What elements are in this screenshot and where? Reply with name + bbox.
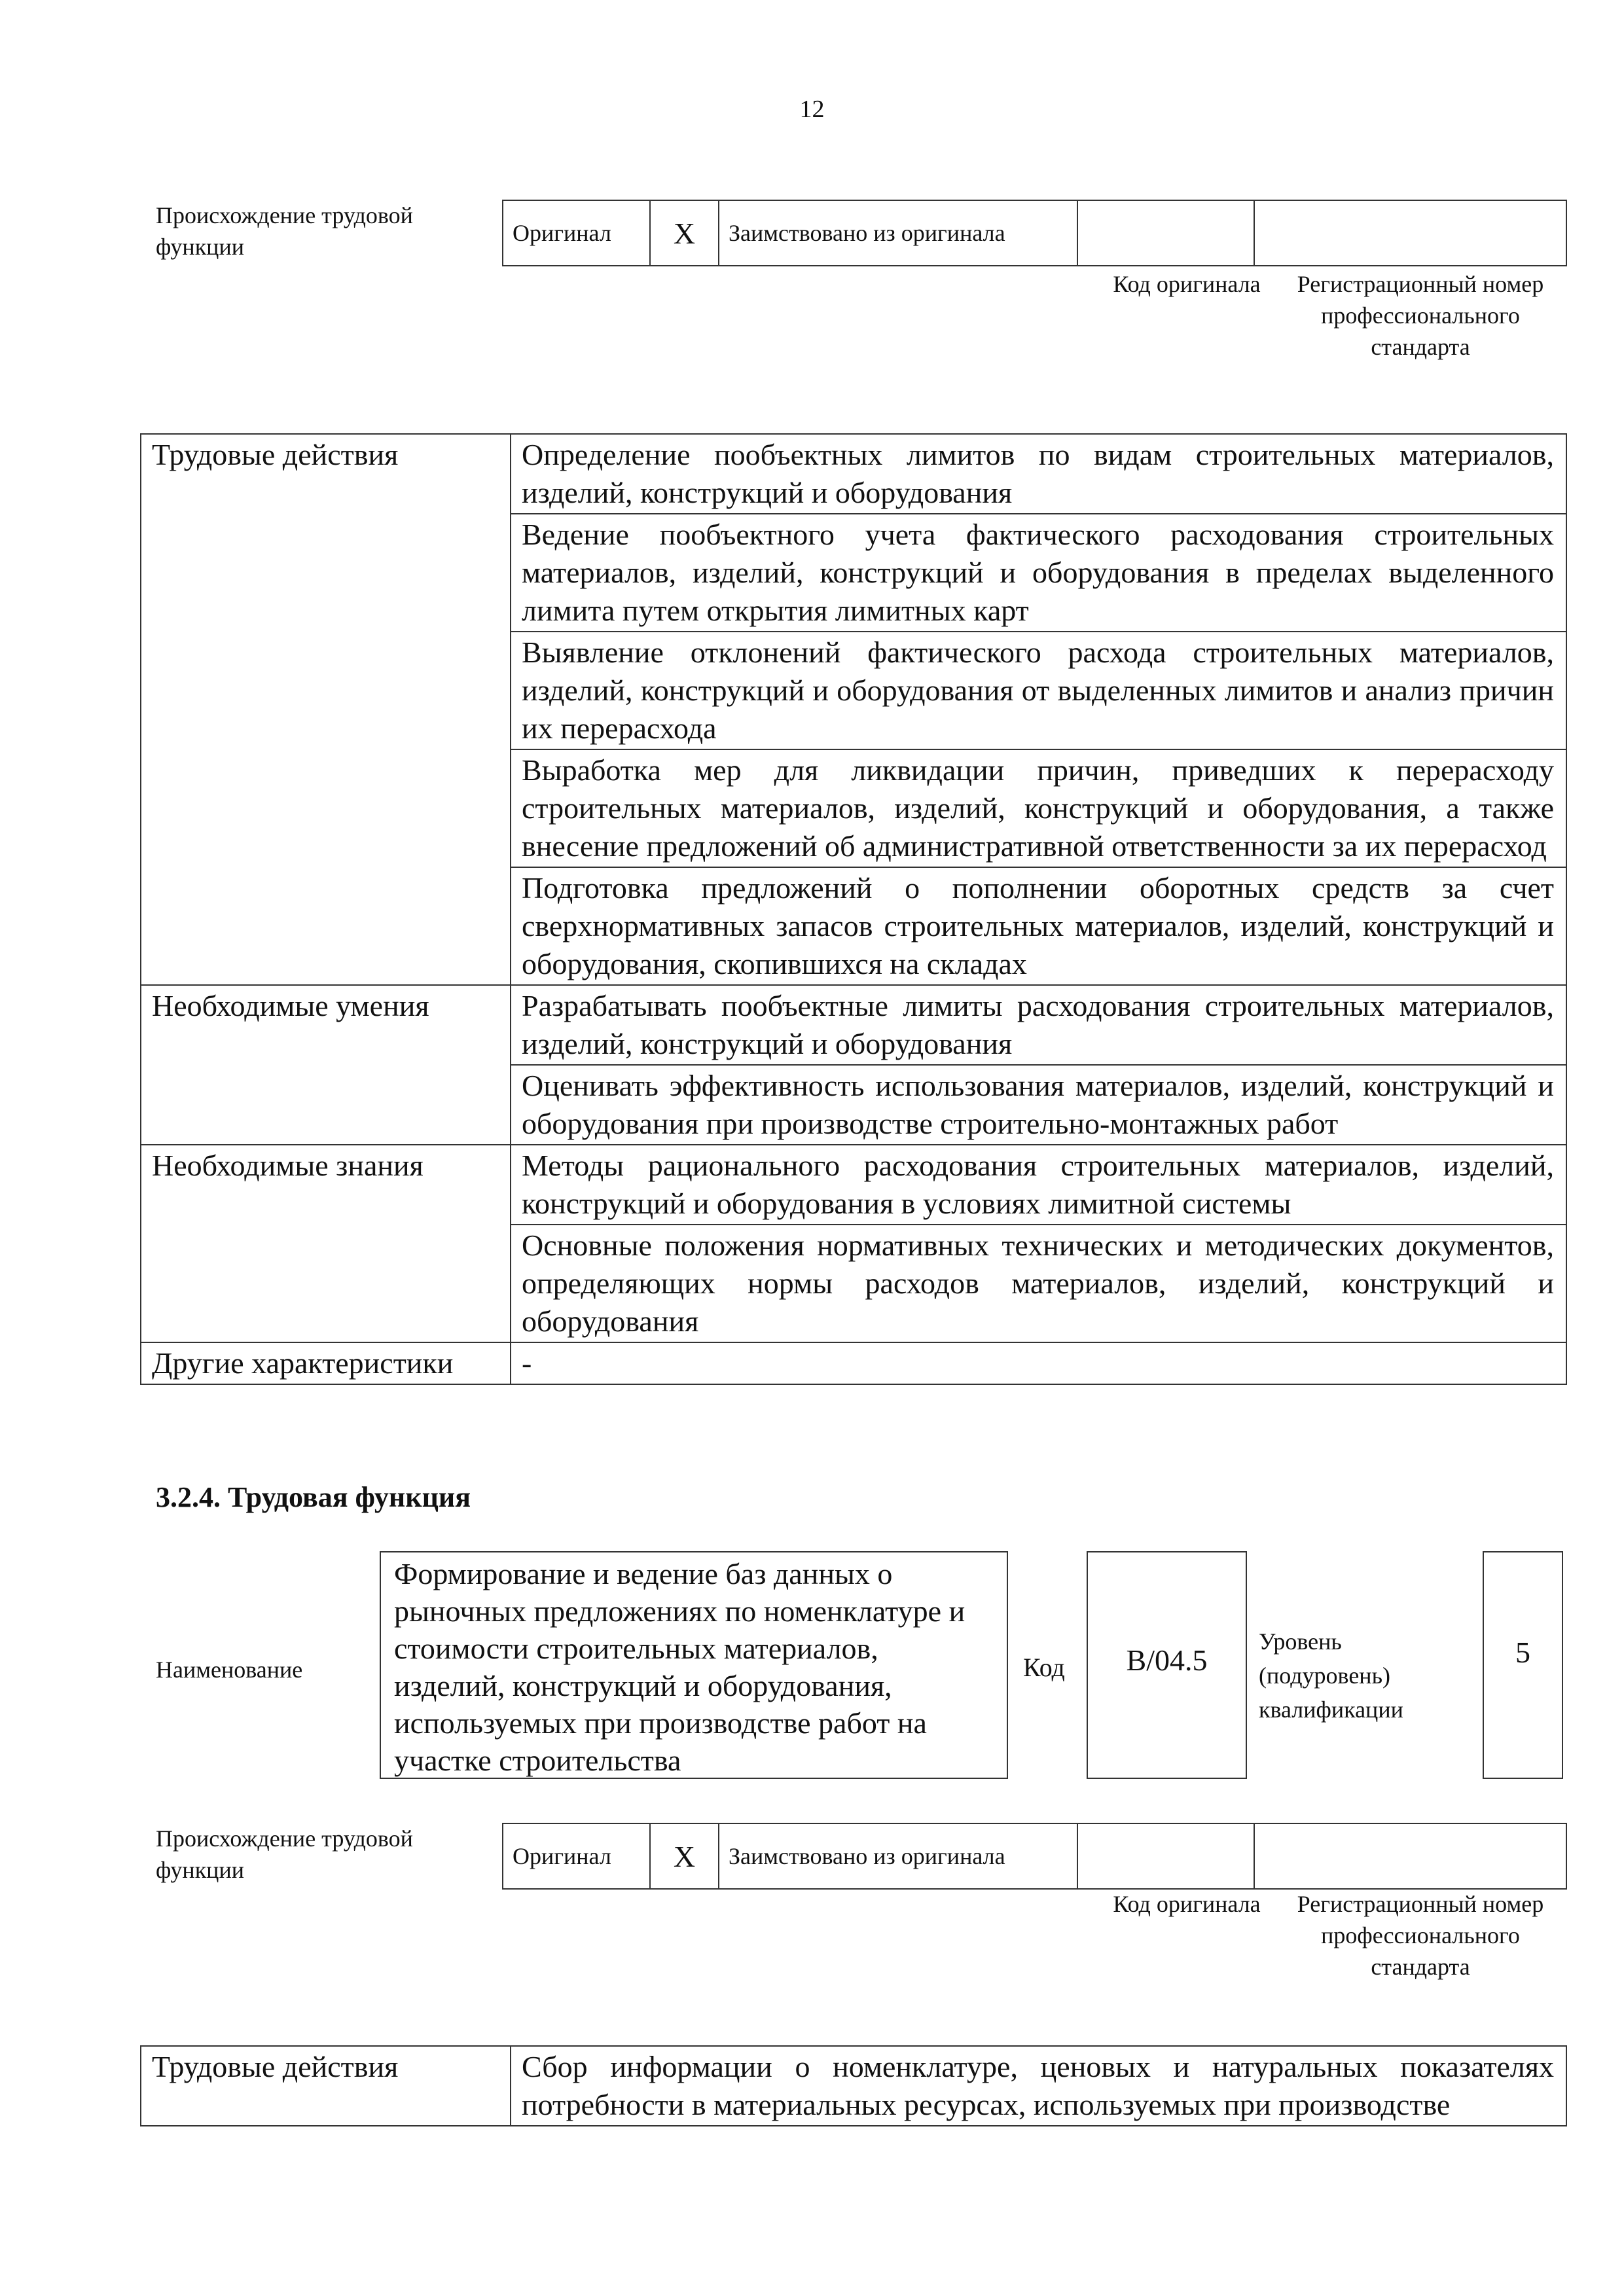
registration-number-caption: Регистрационный номер профессионального стандарта — [1297, 271, 1544, 360]
value-cell: Выявление отклонений фактического расхода строительных материалов, изделий, конструкций и оборудования от выделенных лимитов и анализ причин их перерасхода — [511, 632, 1566, 749]
table-row — [141, 1342, 1566, 1384]
value-cell: Разрабатывать пообъектные лимиты расходования строительных материалов, изделий, конструкций и оборудования — [511, 985, 1566, 1065]
qualification-level-label: Уровень (подуровень) квалификации — [1259, 1628, 1403, 1723]
registration-number-cell — [1254, 1823, 1566, 1889]
value-cell: Сбор информации о номенклатуре, ценовых и натуральных показателях потребности в материальных ресурсах, используемых при производстве — [511, 2046, 1566, 2126]
value-cell: Определение пообъектных лимитов по видам строительных материалов, изделий, конструкций и оборудования — [511, 434, 1566, 514]
table-row — [141, 985, 1566, 1065]
name-label: Наименование — [156, 1657, 303, 1683]
registration-number-cell — [1254, 200, 1566, 266]
code-label: Код — [1023, 1653, 1065, 1682]
labor-function-details-table — [140, 2045, 1567, 2126]
section-heading: 3.2.4. Трудовая функция — [156, 1481, 471, 1513]
labor-function-details-table — [140, 433, 1567, 1385]
original-code-cell — [1077, 1823, 1254, 1889]
qualification-level-box: 5 — [1483, 1551, 1563, 1779]
table-row — [141, 1145, 1566, 1225]
category-cell: Необходимые знания — [141, 1145, 511, 1342]
original-label: Оригинал — [503, 1823, 650, 1889]
original-mark: X — [650, 1823, 719, 1889]
borrowed-label: Заимствовано из оригинала — [719, 200, 1077, 266]
value-cell: Выработка мер для ликвидации причин, приведших к перерасходу строительных материалов, изделий, конструкций и оборудования, а также внесение предложений об административной ответственности за их перерасход — [511, 749, 1566, 867]
origin-label: Происхождение трудовой функции — [156, 1825, 413, 1883]
value-cell: Подготовка предложений о пополнении оборотных средств за счет сверхнормативных запасов строительных материалов, изделий, конструкций и оборудования, скопившихся на складах — [511, 867, 1566, 985]
origin-label: Происхождение трудовой функции — [156, 202, 413, 260]
borrowed-label: Заимствовано из оригинала — [719, 1823, 1077, 1889]
original-code-cell — [1077, 200, 1254, 266]
original-mark: X — [650, 200, 719, 266]
category-cell: Трудовые действия — [141, 434, 511, 985]
registration-number-caption: Регистрационный номер профессионального стандарта — [1297, 1891, 1544, 1980]
origin-table — [502, 1823, 1567, 1890]
page-number: 12 — [799, 96, 825, 123]
function-code-box: B/04.5 — [1087, 1551, 1247, 1779]
value-cell: Методы рационального расходования строительных материалов, изделий, конструкций и оборудования в условиях лимитной системы — [511, 1145, 1566, 1225]
function-name-box: Формирование и ведение баз данных о рыночных предложениях по номенклатуре и стоимости строительных материалов, изделий, конструкций и оборудования, используемых при производстве работ на участке строительства — [380, 1551, 1008, 1779]
value-cell: Основные положения нормативных технических и методических документов, определяющих нормы расходов материалов, изделий, конструкций и оборудования — [511, 1225, 1566, 1342]
table-row — [141, 2046, 1566, 2126]
origin-table — [502, 200, 1567, 266]
value-cell: Ведение пообъектного учета фактического расходования строительных материалов, изделий, конструкций и оборудования в пределах выделенного лимита путем открытия лимитных карт — [511, 514, 1566, 632]
original-label: Оригинал — [503, 200, 650, 266]
table-row — [141, 434, 1566, 514]
value-cell: - — [511, 1342, 1566, 1384]
category-cell: Другие характеристики — [141, 1342, 511, 1384]
category-cell: Необходимые умения — [141, 985, 511, 1145]
original-code-caption: Код оригинала — [1113, 271, 1261, 297]
original-code-caption: Код оригинала — [1113, 1891, 1261, 1917]
value-cell: Оценивать эффективность использования материалов, изделий, конструкций и оборудования при производстве строительно-монтажных работ — [511, 1065, 1566, 1145]
category-cell: Трудовые действия — [141, 2046, 511, 2126]
